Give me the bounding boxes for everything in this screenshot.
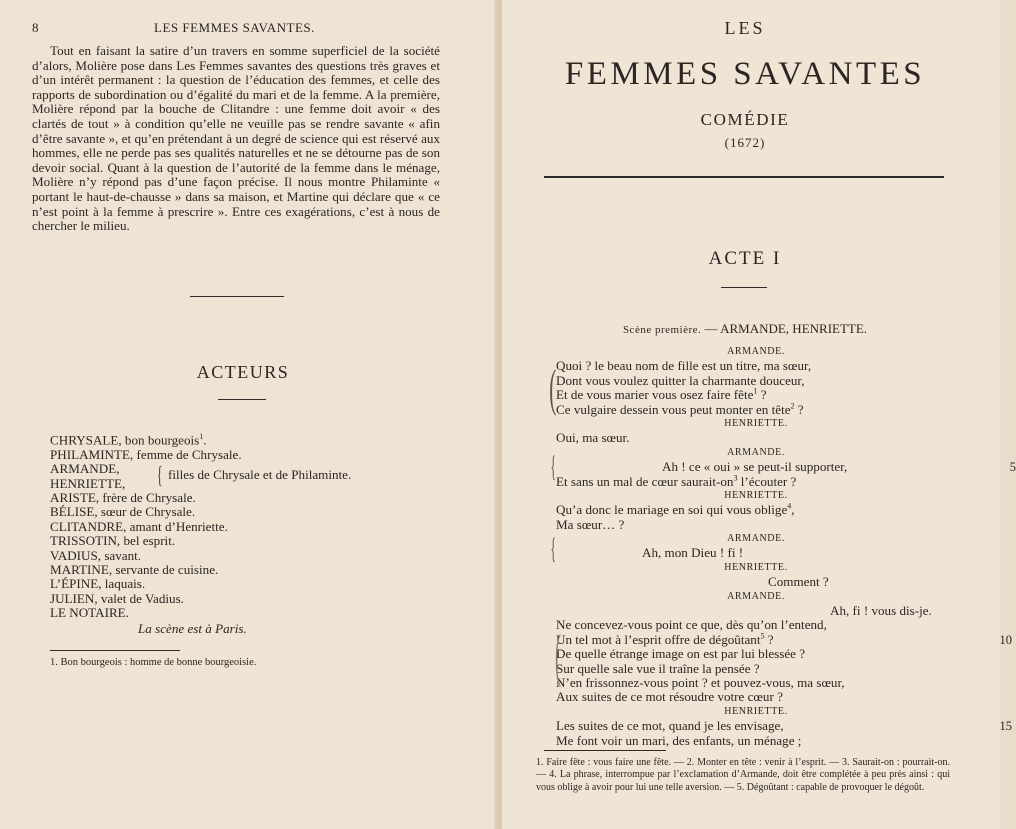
verse-line: Les suites de ce mot, quand je les envisage, 15: [556, 718, 1012, 734]
cast-item: TRISSOTIN, bel esprit.: [50, 533, 176, 549]
running-head-title: LES FEMMES SAVANTES.: [154, 20, 315, 35]
section-rule: [190, 296, 284, 297]
speaker-name: ARMANDE.: [727, 533, 785, 545]
cast-item: CLITANDRE, amant d’Henriette.: [50, 518, 228, 534]
verse-line: Aux suites de ce mot résoudre votre cœur ?: [556, 689, 783, 705]
footnotes: 1. Faire fête : vous faire une fête. — 2. Monter en tête : venir à l’esprit. — 3. Saurait-on : pourrait-on. — 4. La phrase, interrompue par l’exclamation d’Armande, doit être complétée à peu près ainsi : qui vous oblige à avoir pour lui une telle aversion. — 5. Dégoûtant : capable de provoquer le dégoût.: [536, 757, 950, 793]
play-year: (1672): [724, 135, 766, 150]
verse-line: Ce vulgaire dessein vous peut monter en tête$^2$ ?: [556, 401, 804, 417]
scene-heading: [502, 321, 988, 337]
cast-item: HENRIETTE,: [50, 475, 126, 491]
footnote-rule: [544, 750, 666, 751]
verse-line: De quelle étrange image on est par lui blessée ?: [556, 646, 806, 662]
verse-line: Un tel mot à l’esprit offre de dégoûtant$^5$ ? 10: [556, 631, 1012, 647]
speaker-name: HENRIETTE.: [724, 561, 788, 573]
cast-item: PHILAMINTE, femme de Chrysale.: [50, 446, 242, 462]
play-text: [556, 345, 1016, 748]
verse-line: Sur quelle sale vue il traîne la pensée ?: [556, 660, 760, 676]
verse-line: Ah ! ce « oui » se peut-il supporter, 5: [662, 459, 1016, 475]
cast-item: CHRYSALE, bon bourgeois$^1$.: [50, 432, 207, 448]
verse-line: Comment ?: [768, 574, 829, 590]
act-heading: ACTE I: [708, 248, 782, 269]
right-page: [502, 0, 1016, 829]
act-rule: [721, 287, 767, 288]
speaker-name: HENRIETTE.: [724, 705, 788, 717]
verse-line: N’en frissonnez-vous point ? et pouvez-vous, ma sœur,: [556, 674, 845, 690]
verse-line: Oui, ma sœur.: [556, 430, 630, 446]
title-rule: [544, 176, 944, 178]
cast-item: BÉLISE, sœur de Chrysale.: [50, 504, 196, 520]
verse-line: Qu’a donc le mariage en soi qui vous oblige$^4$,: [556, 501, 795, 518]
play-genre: COMÉDIE: [700, 110, 790, 129]
cast-list: [50, 430, 470, 621]
verse-line: Ah, mon Dieu ! fi !: [642, 545, 744, 561]
verse-line: Ah, fi ! vous dis-je.: [830, 603, 932, 619]
speaker-name: ARMANDE.: [727, 346, 785, 357]
cast-item: JULIEN, valet de Vadius.: [50, 590, 184, 606]
verse-line: Dont vous voulez quitter la charmante douceur,: [556, 372, 805, 388]
cast-desc: filles de Chrysale et de Philaminte.: [168, 467, 352, 483]
acteurs-heading: ACTEURS: [196, 362, 290, 382]
left-page: [0, 0, 498, 829]
cast-sisters: [50, 462, 470, 491]
verse-line: Me font voir un mari, des enfants, un ménage ;: [556, 732, 802, 748]
verse-line: Ma sœur… ?: [556, 516, 625, 532]
verse-line: Ne concevez-vous point ce que, dès qu’on l’entend,: [556, 617, 827, 633]
line-number: 15: [999, 719, 1012, 734]
pencil-bracket-mark: (: [549, 360, 557, 417]
scene-label: Scène première.: [622, 324, 702, 336]
heading-rule: [218, 399, 266, 400]
scene-characters: — ARMANDE, HENRIETTE.: [704, 321, 868, 336]
line-number: 10: [999, 632, 1012, 647]
line-number: 5: [1009, 460, 1016, 475]
play-title: FEMMES SAVANTES: [564, 56, 926, 92]
speaker-name: HENRIETTE.: [724, 489, 788, 501]
scene-place: La scène est à Paris.: [138, 621, 247, 636]
pencil-bracket-mark: (: [554, 622, 561, 688]
verse-line: Et sans un mal de cœur saurait-$on^3$ l’écouter ?: [556, 473, 797, 489]
cast-item: MARTINE, servante de cuisine.: [50, 562, 219, 577]
speaker-name: HENRIETTE.: [724, 417, 788, 429]
cast-item: L’ÉPINE, laquais.: [50, 576, 146, 592]
cast-item: ARISTE, frère de Chrysale.: [50, 489, 196, 505]
intro-paragraph: Tout en faisant la satire d’un travers en somme superficiel de la société d’alors, Molière pose dans Les Femmes savantes des questions très graves et d’un intérêt permanent : la question de l’éducation des femmes, et celle des rapports de subordination ou d’égalité du mari et de la femme. A la première, Molière répond par la bouche de Clitandre : une femme doit avoir « des clartés de tout » à condition qu’elle ne veuille pas se rendre savante « afin d’être savante », et qu’en prétendant à un degré de science qui est réservé aux hommes, elle ne perde pas ses qualités naturelles et ne se détourne pas de son devoir social. Quant à la question de l’autorité de la femme dans le ménage, Molière n’y répond pas d’une façon précise. Il nous montre Philaminte « portant le haut-de-chausse » dans sa maison, et Martine qui déclare que « ce n’est point à la femme à prescrire ». Entre ces exagérations, c’est à nous de chercher le milieu.: [32, 43, 440, 234]
verse-line: Et de vous marier vous osez faire fête$^1$ ?: [556, 386, 767, 403]
title-line-1: LES: [724, 18, 766, 38]
speaker-name: ARMANDE.: [727, 446, 785, 458]
page-number: 8: [32, 20, 39, 35]
footnote: 1. Bon bourgeois : homme de bonne bourgeoisie.: [50, 657, 257, 668]
cast-item: ARMANDE,: [50, 461, 120, 477]
verse-line: Quoi ? le beau nom de fille est un titre, ma sœur,: [556, 358, 812, 374]
footnote-rule: [50, 650, 180, 651]
cast-item: VADIUS, savant.: [50, 547, 142, 563]
brace-mark: {: [157, 463, 163, 490]
pencil-brace-mark: {: [550, 532, 557, 565]
cast-item: LE NOTAIRE.: [50, 605, 129, 621]
speaker-name: ARMANDE.: [727, 590, 785, 602]
pencil-brace-mark: {: [550, 450, 557, 483]
